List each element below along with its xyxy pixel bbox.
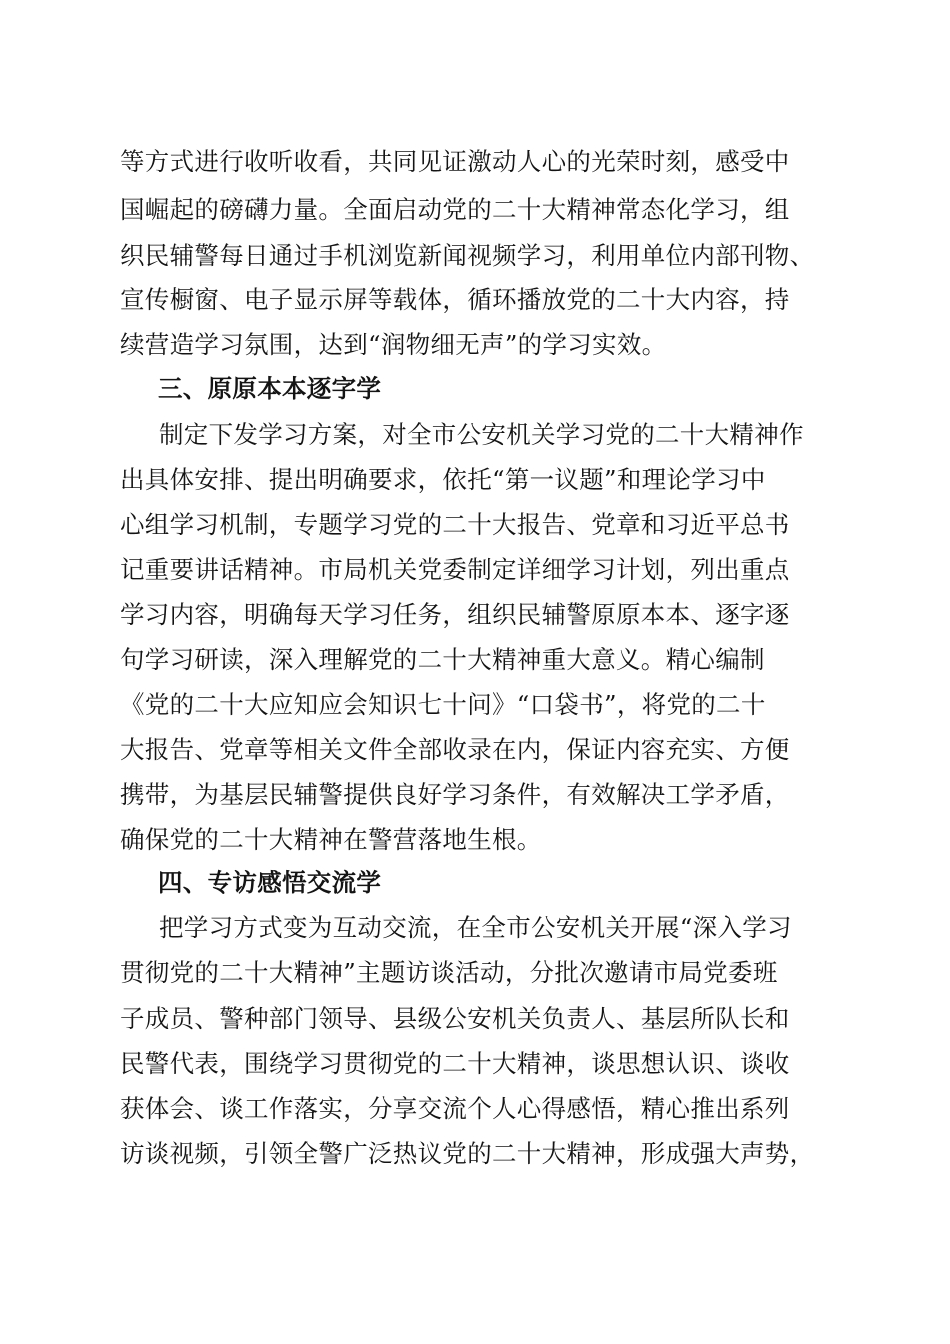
body-text-line: 记重要讲话精神。市局机关党委制定详细学习计划，列出重点 (120, 555, 790, 584)
body-text-line: 织民辅警每日通过手机浏览新闻视频学习，利用单位内部刊物、 (120, 241, 815, 270)
body-text-line: 学习内容，明确每天学习任务，组织民辅警原原本本、逐字逐 (120, 600, 790, 629)
body-text-line: 把学习方式变为互动交流，在全市公安机关开展“深入学习 (159, 913, 792, 942)
body-text-line: 大报告、党章等相关文件全部收录在内，保证内容充实、方便 (120, 735, 790, 764)
body-text-line: 续营造学习氛围，达到“润物细无声”的学习实效。 (120, 330, 667, 359)
body-text-line: 携带，为基层民辅警提供良好学习条件，有效解决工学矛盾， (120, 780, 790, 809)
body-text-line: 子成员、警种部门领导、县级公安机关负责人、基层所队长和 (120, 1004, 790, 1033)
body-text-line: 制定下发学习方案，对全市公安机关学习党的二十大精神作 (159, 420, 804, 449)
body-text-line: 宣传橱窗、电子显示屏等载体，循环播放党的二十大内容，持 (120, 285, 790, 314)
body-text-line: 心组学习机制，专题学习党的二十大报告、党章和习近平总书 (120, 510, 790, 539)
body-text-line: 确保党的二十大精神在警营落地生根。 (120, 825, 542, 854)
body-text-line: 句学习研读，深入理解党的二十大精神重大意义。精心编制 (120, 645, 765, 674)
section-heading: 四、专访感悟交流学 (158, 868, 382, 897)
section-heading: 三、原原本本逐字学 (158, 374, 382, 403)
body-text-line: 贯彻党的二十大精神”主题访谈活动，分批次邀请市局党委班 (120, 958, 778, 987)
body-text-line: 《党的二十大应知应会知识七十问》“口袋书”，将党的二十 (120, 690, 766, 719)
body-text-line: 等方式进行收听收看，共同见证激动人心的光荣时刻，感受中 (120, 147, 790, 176)
body-text-line: 获体会、谈工作落实，分享交流个人心得感悟，精心推出系列 (120, 1094, 790, 1123)
body-text-line: 民警代表，围绕学习贯彻党的二十大精神，谈思想认识、谈收 (120, 1049, 790, 1078)
body-text-line: 出具体安排、提出明确要求，依托“第一议题”和理论学习中 (120, 465, 766, 494)
body-text-line: 国崛起的磅礴力量。全面启动党的二十大精神常态化学习，组 (120, 195, 790, 224)
body-text-line: 访谈视频，引领全警广泛热议党的二十大精神，形成强大声势， (120, 1139, 815, 1168)
